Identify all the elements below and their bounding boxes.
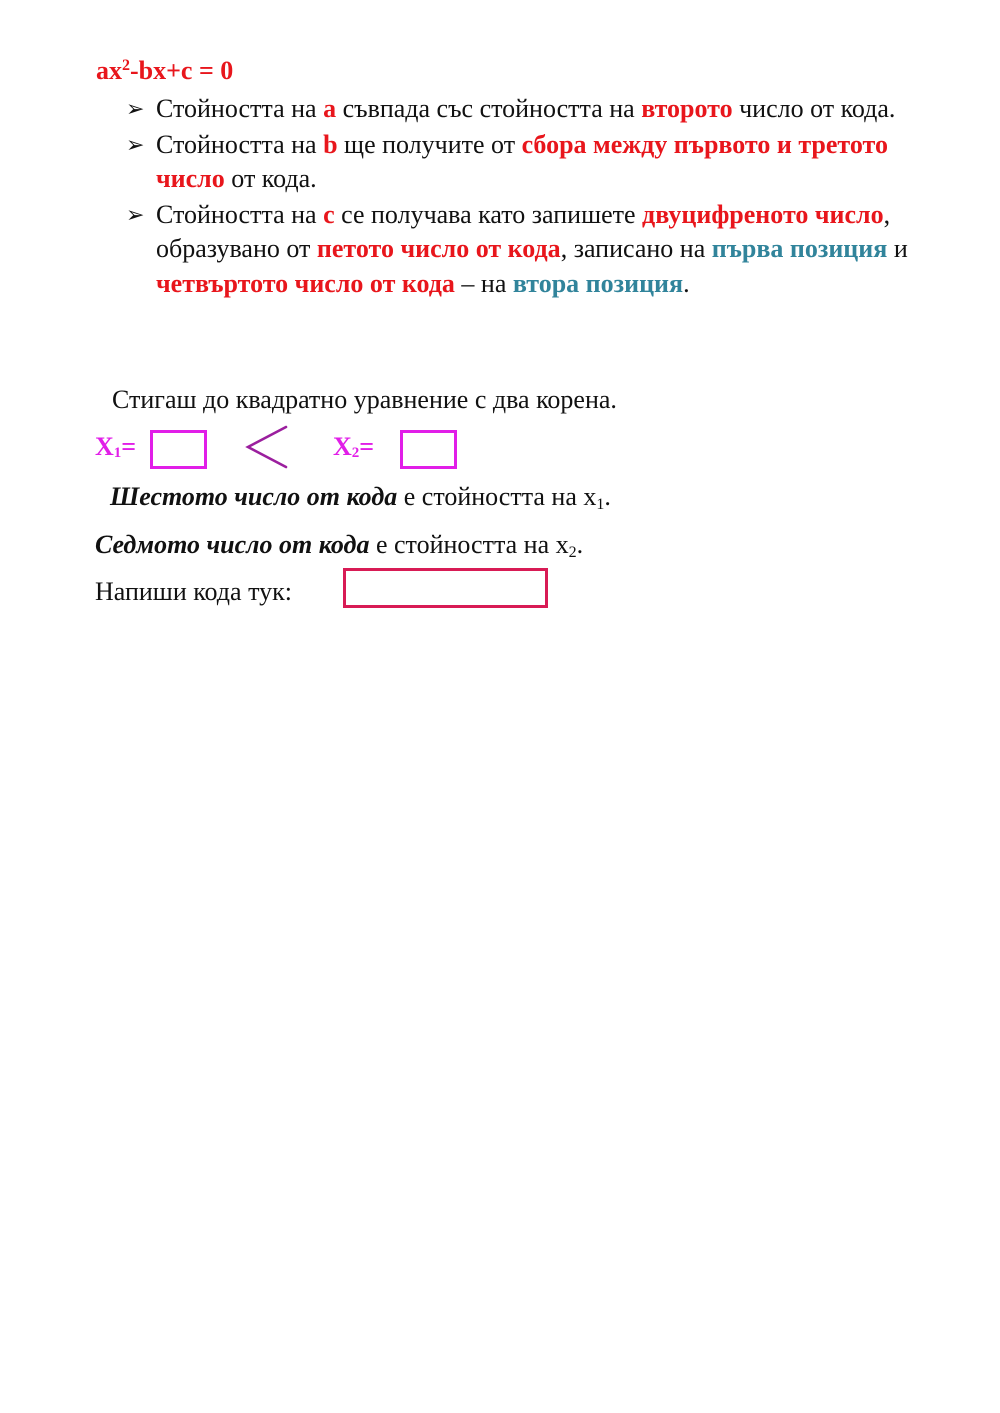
rule-text-segment: число от кода.	[732, 94, 896, 123]
arrow-bullet-icon: ➢	[126, 131, 145, 157]
rules-list	[126, 92, 956, 302]
rule-item	[126, 198, 956, 302]
x1-answer-box[interactable]	[150, 430, 207, 469]
quadratic-equation	[96, 56, 233, 86]
rule-text-segment: – на	[454, 268, 513, 298]
rule-text-segment: и	[887, 234, 908, 263]
rule-text-segment: Стойността на	[156, 94, 324, 123]
x2-answer-box[interactable]	[400, 430, 457, 469]
rule-text-segment: съвпада със стойността на	[336, 94, 642, 123]
rule-text-segment: петото число от кода	[316, 234, 561, 263]
rule-text-segment: първа позиция	[711, 234, 888, 263]
rule-item	[126, 92, 956, 127]
rule-text-segment: a	[323, 94, 337, 123]
equation-exponent: 2	[122, 57, 130, 74]
rule-text-segment: c	[323, 199, 335, 229]
rule-text-segment: второто	[641, 94, 733, 123]
equation-part: -bx+c = 0	[130, 56, 234, 85]
sixth-number-line: Шестото число от кода е стойността на $x_1$.	[110, 482, 611, 513]
rule-item	[126, 128, 956, 197]
rule-text-segment: Стойността на	[156, 129, 324, 159]
rule-text-segment: четвъртото число от кода	[156, 268, 455, 298]
code-input-box[interactable]	[343, 568, 548, 608]
code-prompt: Напиши кода тук:	[95, 577, 292, 606]
seventh-number-line: Седмото число от кода е стойността на $x_2$.	[95, 530, 584, 561]
arrow-bullet-icon: ➢	[126, 201, 145, 227]
x1-label: $X_1=$	[95, 432, 137, 461]
rule-text-segment: от кода.	[224, 164, 317, 193]
rule-text-segment: сбора между първото и третото число	[156, 129, 888, 193]
equation-part: ax	[96, 56, 122, 85]
rule-text-segment: се получава като запишете	[334, 199, 643, 229]
rule-text-segment: двуцифреното число	[642, 199, 884, 229]
rule-text-segment: втора позиция	[512, 268, 684, 298]
rule-text-segment: .	[683, 268, 690, 298]
rule-text-segment: b	[323, 129, 338, 159]
intro-text: Стигаш до квадратно уравнение с два корена.	[112, 385, 617, 414]
rule-text-segment: , записано на	[560, 234, 712, 263]
arrow-bullet-icon: ➢	[126, 96, 145, 121]
rule-text-segment: ще получите от	[337, 129, 522, 159]
comparison-sign	[240, 423, 292, 471]
x2-label: $X_2=$	[333, 432, 375, 461]
rule-text-segment: Стойността на	[156, 199, 324, 229]
rule-text-segment: , образувано от	[156, 199, 891, 263]
